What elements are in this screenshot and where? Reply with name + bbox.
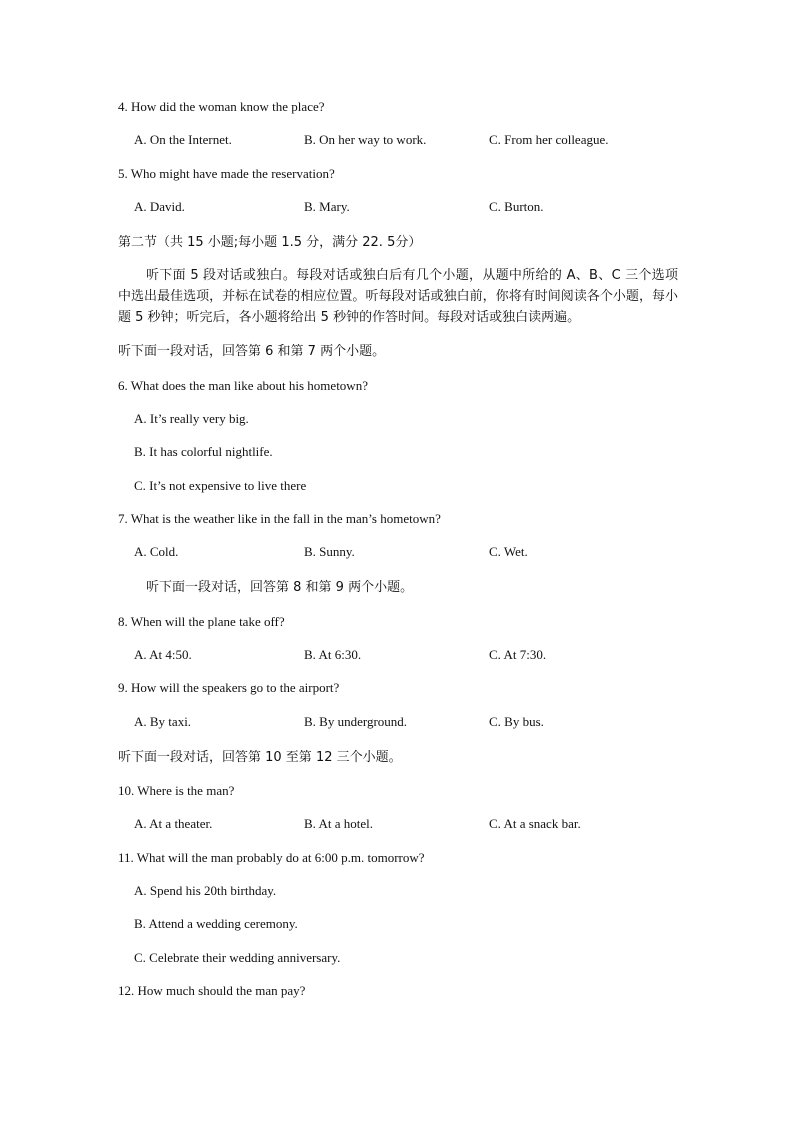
question-12: 12. How much should the man pay?: [118, 983, 306, 998]
dialog-intro-3: 听下面一段对话，回答第 10 至第 12 三个小题。: [118, 750, 402, 765]
option-b: B. At a hotel.: [304, 816, 373, 831]
question-9-options: [134, 713, 694, 731]
option-c: C. Burton.: [489, 199, 544, 214]
question-6-option-c: C. It’s not expensive to live there: [134, 478, 307, 493]
option-c: C. From her colleague.: [489, 132, 609, 147]
option-a: A. David.: [134, 199, 185, 214]
option-a: A. At a theater.: [134, 816, 213, 831]
option-a: A. On the Internet.: [134, 132, 232, 147]
question-6-option-b: B. It has colorful nightlife.: [134, 444, 273, 459]
question-7-options: [134, 543, 694, 561]
option-a: A. By taxi.: [134, 714, 192, 729]
section-heading: 第二节（共 15 小题;每小题 1.5 分，满分 22. 5分）: [118, 235, 422, 250]
dialog-intro-2: 听下面一段对话，回答第 8 和第 9 两个小题。: [146, 580, 414, 595]
question-8-options: [134, 646, 694, 664]
question-7: 7. What is the weather like in the fall in the man’s hometown?: [118, 511, 441, 526]
option-a: A. Cold.: [134, 544, 179, 559]
question-9: 9. How will the speakers go to the airport?: [118, 680, 340, 695]
question-11: 11. What will the man probably do at 6:00 p.m. tomorrow?: [118, 850, 425, 865]
question-11-option-b: B. Attend a wedding ceremony.: [134, 916, 298, 931]
dialog-intro-1: 听下面一段对话，回答第 6 和第 7 两个小题。: [118, 344, 386, 359]
question-6: 6. What does the man like about his hometown?: [118, 378, 368, 393]
question-6-option-a: A. It’s really very big.: [134, 411, 249, 426]
question-11-option-c: C. Celebrate their wedding anniversary.: [134, 950, 341, 965]
option-b: B. By underground.: [304, 714, 408, 729]
option-b: B. Mary.: [304, 199, 350, 214]
question-10: 10. Where is the man?: [118, 783, 235, 798]
question-8: 8. When will the plane take off?: [118, 614, 285, 629]
question-11-option-a: A. Spend his 20th birthday.: [134, 883, 277, 898]
option-c: C. At 7:30.: [489, 647, 547, 662]
question-4: 4. How did the woman know the place?: [118, 99, 325, 114]
question-10-options: [134, 815, 694, 833]
option-b: B. Sunny.: [304, 544, 355, 559]
option-a: A. At 4:50.: [134, 647, 192, 662]
section-instructions: 听下面 5 段对话或独白。每段对话或独白后有几个小题，从题中所给的 A、B、C 三个选项中选出最佳选项，并标在试卷的相应位置。听每段对话或独白前，你将有时间阅读各个小题，每小题 5 秒钟；听完后，各小题将给出 5 秒钟的作答时间。每段对话或独白读两遍。: [118, 268, 678, 325]
option-c: C. By bus.: [489, 714, 544, 729]
option-c: C. Wet.: [489, 544, 528, 559]
question-5: 5. Who might have made the reservation?: [118, 166, 335, 181]
option-b: B. At 6:30.: [304, 647, 362, 662]
question-5-options: [134, 198, 694, 216]
question-4-options: [134, 131, 694, 149]
option-b: B. On her way to work.: [304, 132, 427, 147]
option-c: C. At a snack bar.: [489, 816, 581, 831]
